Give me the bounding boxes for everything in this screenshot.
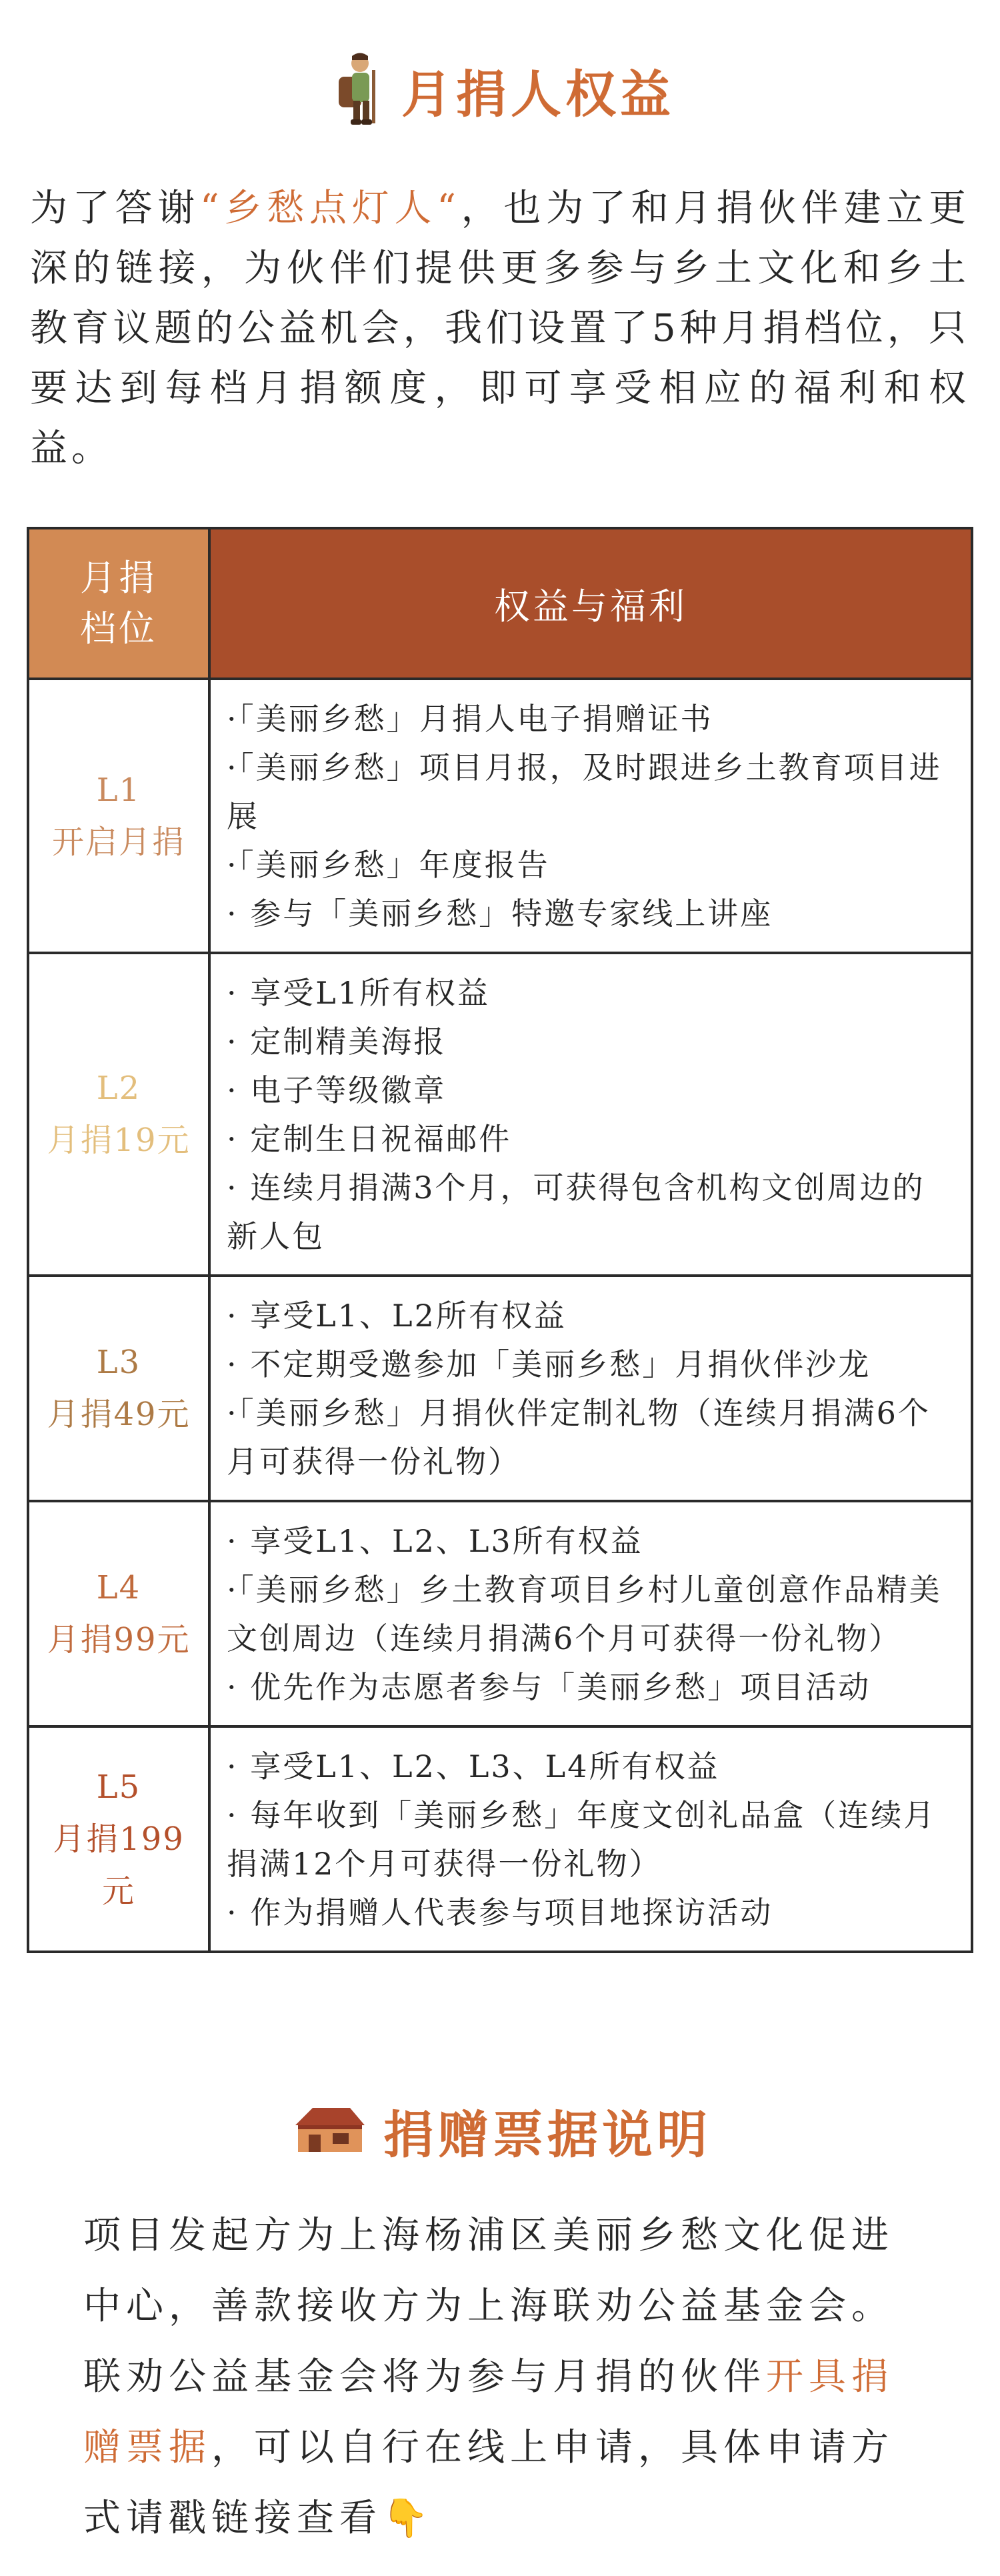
level-code: L3 [96,1344,141,1381]
level-amount: 月捐19元 [47,1122,191,1159]
benefit-item: · 每年收到「美丽乡愁」年度文创礼品盒（连续月捐满12个月可获得一份礼物） [227,1797,937,1882]
level-code: L4 [96,1569,141,1606]
benefit-item: · 享受L1、L2、L3所有权益 [227,1523,643,1559]
header-benefit: 权益与福利 [209,528,972,679]
benefit-item: · 电子等级徽章 [227,1072,447,1108]
benefits-cell [209,1726,972,1952]
benefits-table [27,527,973,1953]
benefit-item: ·「美丽乡愁」乡土教育项目乡村儿童创意作品精美文创周边（连续月捐满6个月可获得一份礼物） [227,1572,942,1656]
section-title: 捐赠票据说明 [383,2105,711,2165]
hiker-icon [325,50,387,130]
benefit-item: · 定制精美海报 [227,1024,447,1060]
section-header-benefits [0,40,1000,140]
receipt-paragraph-1: 项目发起方为上海杨浦区美丽乡愁文化促进中心，善款接收方为上海联劝公益基金会。 [83,2214,894,2328]
intro-paragraph [30,179,970,479]
level-amount-cont: 元 [101,1872,135,1910]
table-row [28,1276,972,1501]
table-row [28,679,972,953]
level-cell [28,679,209,953]
receipt-highlight: 开具捐赠票据 [83,2355,894,2469]
level-cell [28,1501,209,1726]
benefit-item: ·「美丽乡愁」项目月报，及时跟进乡土教育项目进展 [227,750,942,834]
table-header-row [28,528,972,679]
level-amount: 月捐199 [53,1820,185,1858]
receipt-text: ，可以自行在线上申请，具体申请方式请戳链接查看 [83,2426,894,2540]
benefit-item: · 享受L1、L2、L3、L4所有权益 [227,1748,720,1784]
benefits-cell [209,1501,972,1726]
benefit-item: ·「美丽乡愁」年度报告 [227,847,550,883]
intro-highlight: “乡愁点灯人“ [200,187,460,230]
benefit-item: · 享受L1、L2所有权益 [227,1298,567,1334]
level-cell [28,1276,209,1501]
benefit-item: ·「美丽乡愁」月捐人电子捐赠证书 [227,701,713,737]
benefit-item: · 享受L1所有权益 [227,975,491,1011]
house-icon [289,2103,369,2159]
receipt-paragraph-2 [83,2342,923,2554]
level-code: L5 [96,1768,141,1806]
header-level [28,528,209,679]
section-header-receipt [0,2081,1000,2181]
intro-text: ，也为了和月捐伙伴建立更深的链接，为伙伴们提供更多参与乡土文化和乡土教育议题的公益机会，我们设置了5种月捐档位，只要达到每档月捐额度，即可享受相应的福利和权益。 [30,187,971,470]
section-title: 月捐人权益 [401,64,675,124]
level-code: L1 [96,771,141,809]
level-cell [28,953,209,1276]
header-level-line2: 档位 [80,607,157,650]
benefits-cell [209,953,972,1276]
level-amount: 开启月捐 [51,823,185,861]
benefits-cell [209,1276,972,1501]
receipt-description [83,2201,923,2554]
header-level-line1: 月捐 [80,557,157,599]
level-amount: 月捐49元 [47,1396,191,1433]
benefit-item: · 参与「美丽乡愁」特邀专家线上讲座 [227,896,773,932]
receipt-text: 联劝公益基金会将为参与月捐的伙伴 [83,2355,766,2399]
benefit-item: ·「美丽乡愁」月捐伙伴定制礼物（连续月捐满6个月可获得一份礼物） [227,1395,931,1480]
benefit-item: · 定制生日祝福邮件 [227,1121,512,1157]
intro-text: 为了答谢 [30,187,201,230]
benefit-item: · 不定期受邀参加「美丽乡愁」月捐伙伴沙龙 [227,1346,871,1382]
benefits-cell [209,679,972,953]
table-row [28,1501,972,1726]
pointing-down-emoji: 👇 [382,2497,434,2540]
benefit-item: · 优先作为志愿者参与「美丽乡愁」项目活动 [227,1669,871,1705]
level-amount: 月捐99元 [47,1621,191,1658]
benefit-item: · 作为捐赠人代表参与项目地探访活动 [227,1894,773,1930]
table-row [28,953,972,1276]
level-code: L2 [96,1070,141,1107]
level-cell [28,1726,209,1952]
table-row [28,1726,972,1952]
benefit-item: · 连续月捐满3个月，可获得包含机构文创周边的新人包 [227,1170,925,1254]
